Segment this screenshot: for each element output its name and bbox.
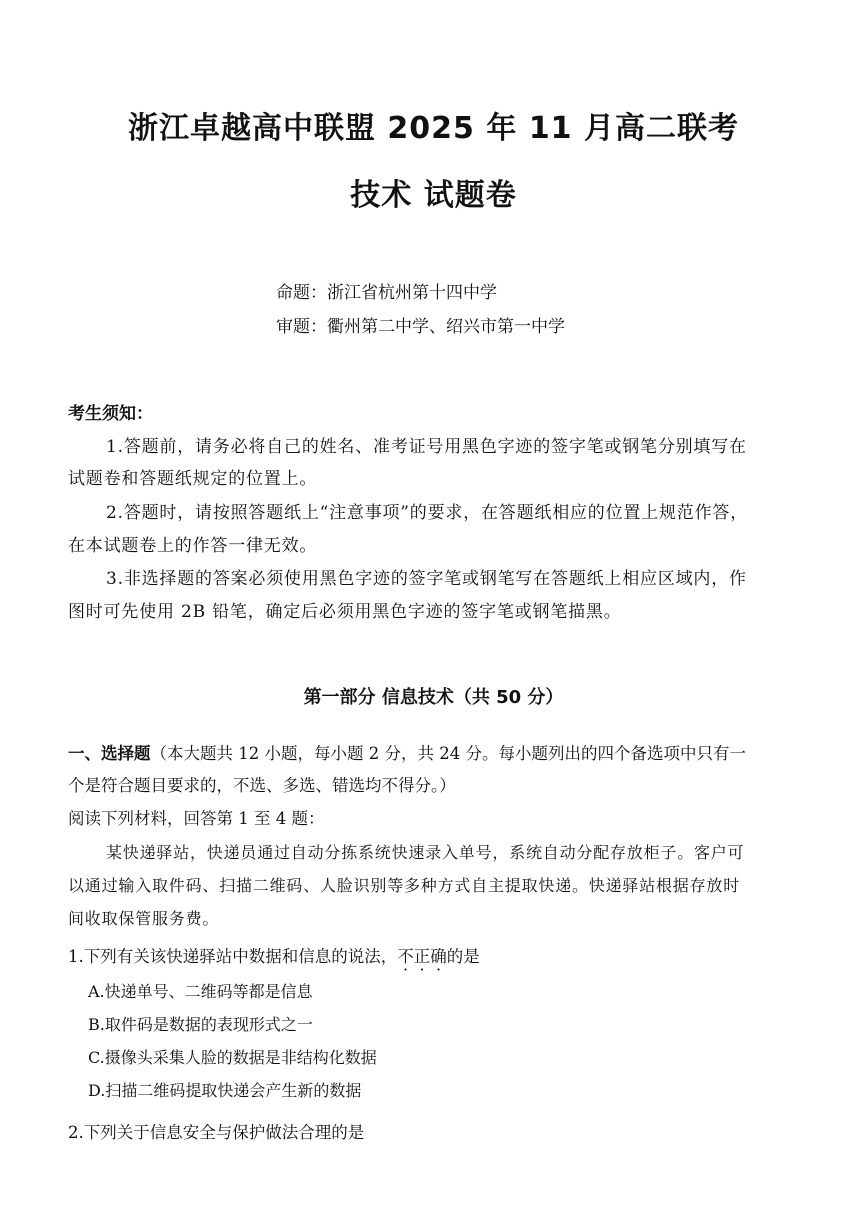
question-1-stem-text: 1.下列有关该快递驿站中数据和信息的说法，: [68, 947, 398, 966]
question-setter: 命题：浙江省杭州第十四中学: [276, 283, 497, 303]
question-reviewer: 审题：衢州第二中学、绍兴市第一中学: [276, 317, 565, 337]
question-1-option-c: C.摄像头采集人脸的数据是非结构化数据: [88, 1048, 377, 1067]
part-intro-line2: 个是符合题目要求的，不选、多选、错选均不得分。）: [68, 776, 456, 795]
question-1-option-d: D.扫描二维码提取快递会产生新的数据: [88, 1081, 362, 1100]
notice-heading: 考生须知：: [68, 404, 153, 424]
question-1-option-b: B.取件码是数据的表现形式之一: [88, 1015, 313, 1034]
material-line: 间收取保管服务费。: [68, 909, 220, 928]
emphasis-char: 确: [430, 947, 447, 966]
question-1-stem: [68, 943, 480, 967]
notice-line: 在本试题卷上的作答一律无效。: [68, 536, 318, 556]
exam-title: 浙江卓越高中联盟 2025 年 11 月高二联考: [127, 111, 740, 146]
section-title: 第一部分 信息技术（共 50 分）: [303, 687, 564, 708]
part-label: 一、选择题: [68, 744, 151, 763]
exam-subtitle: 技术 试题卷: [350, 178, 517, 213]
notice-line: 图时可先使用 2B 铅笔，确定后必须用黑色字迹的签字笔或钢笔描黑。: [68, 602, 622, 622]
notice-line: 3.非选择题的答案必须使用黑色字迹的签字笔或钢笔写在答题纸上相应区域内，作: [106, 569, 747, 589]
part-intro-text: （本大题共 12 小题，每小题 2 分，共 24 分。每小题列出的四个备选项中只有一: [150, 744, 746, 763]
question-1-option-a: A.快递单号、二维码等都是信息: [88, 982, 313, 1001]
question-2-stem: 2.下列关于信息安全与保护做法合理的是: [68, 1123, 365, 1142]
notice-line: 试题卷和答题纸规定的位置上。: [68, 469, 318, 489]
notice-line: 2.答题时，请按照答题纸上“注意事项”的要求，在答题纸相应的位置上规范作答，: [106, 503, 748, 523]
notice-line: 1.答题前，请务必将自己的姓名、准考证号用黑色字迹的签字笔或钢笔分别填写在: [106, 437, 747, 457]
part-intro: [68, 740, 746, 764]
reading-prompt: 阅读下列材料，回答第 1 至 4 题：: [68, 809, 325, 828]
material-line: 某快递驿站，快递员通过自动分拣系统快速录入单号，系统自动分配存放柜子。客户可: [106, 843, 745, 862]
question-1-stem-end: 的是: [446, 947, 480, 966]
emphasis-char: 不: [397, 947, 414, 966]
emphasis-char: 正: [413, 947, 431, 966]
material-line: 以通过输入取件码、扫描二维码、人脸识别等多种方式自主提取快递。快递驿站根据存放时: [68, 876, 741, 895]
